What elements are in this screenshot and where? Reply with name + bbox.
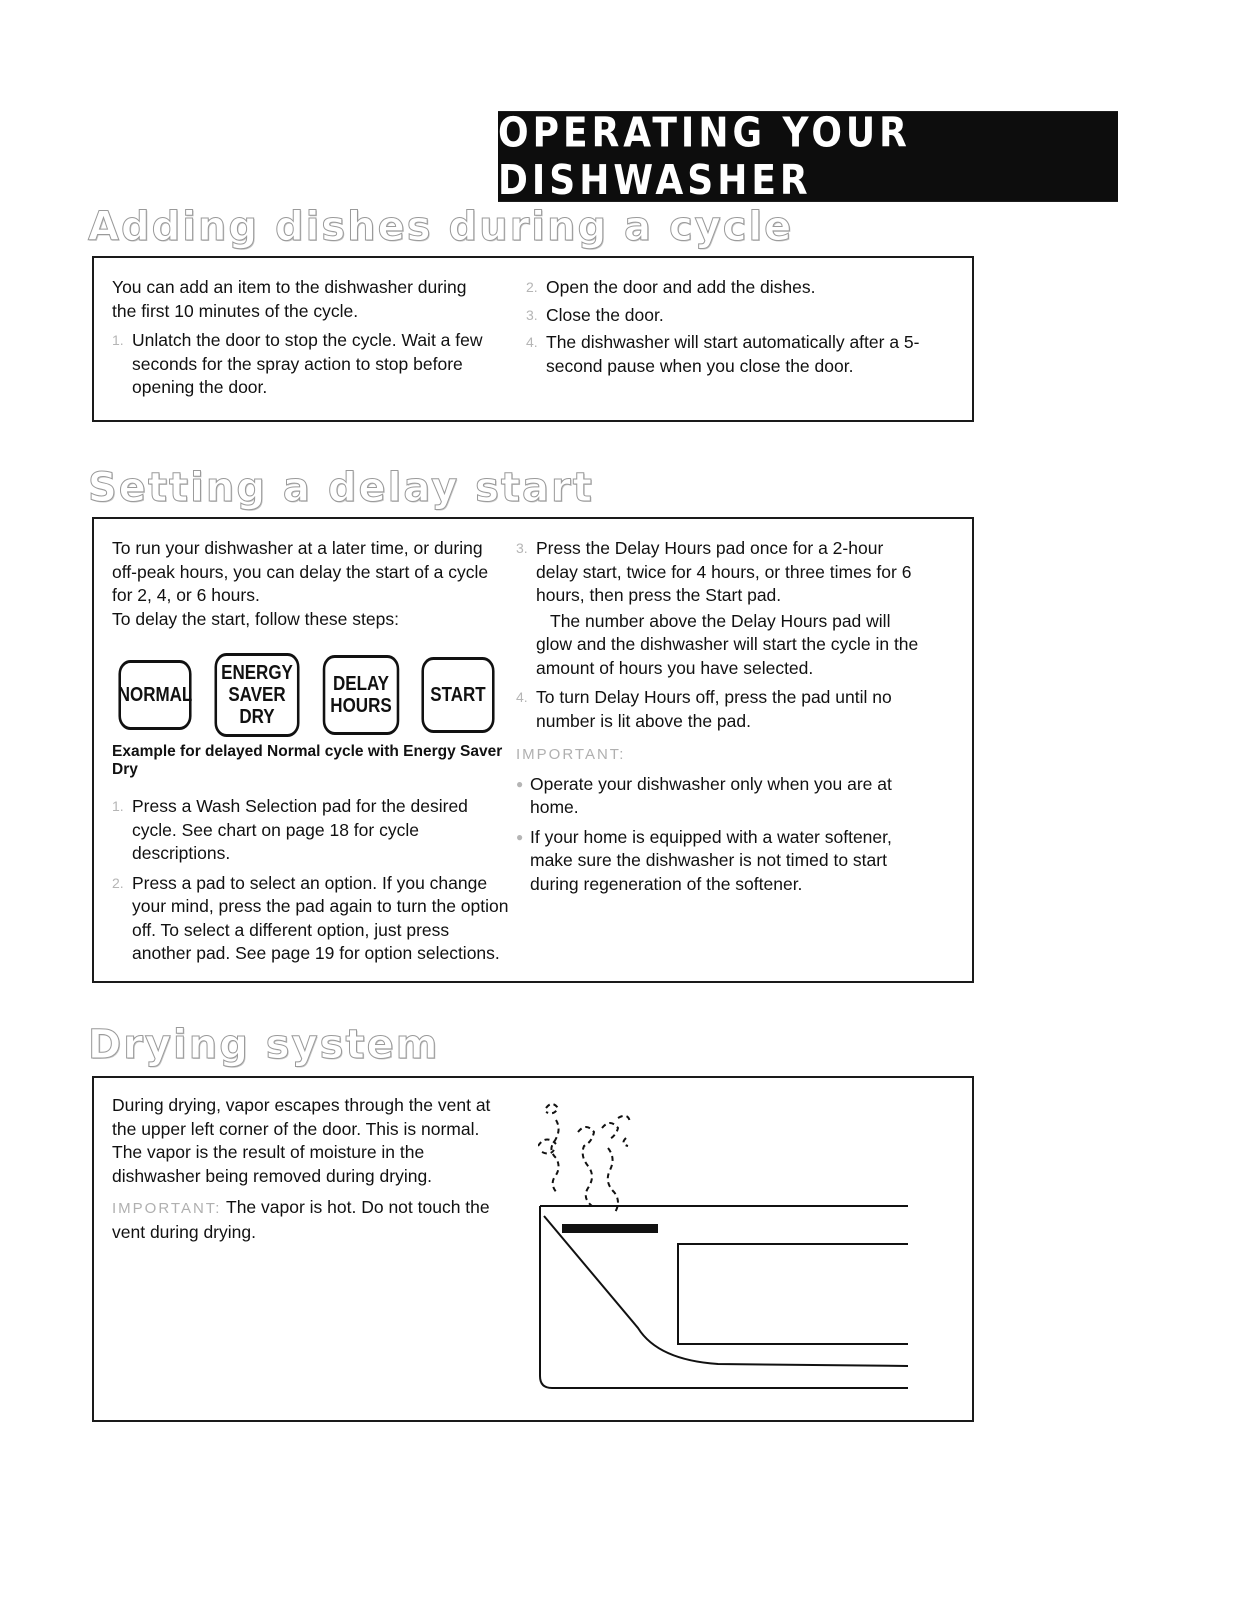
step-number: 1.	[112, 798, 124, 814]
delay-right-column	[516, 537, 926, 902]
drying-box	[92, 1076, 974, 1422]
section-title-adding: Adding dishes during a cycle	[88, 204, 794, 250]
control-pads	[112, 653, 512, 737]
bullet-icon: ●	[516, 829, 524, 844]
step-text: Unlatch the door to stop the cycle. Wait a few seconds for the spray action to stop before opening the door.	[132, 330, 483, 397]
step-text: Close the door.	[546, 304, 664, 325]
bullet-text: If your home is equipped with a water softener, make sure the dishwasher is not timed to start during regeneration of the softener.	[530, 826, 892, 894]
adding-intro: You can add an item to the dishwasher during the first 10 minutes of the cycle.	[112, 277, 467, 321]
step-number: 4.	[526, 334, 538, 350]
bullet-text: Operate your dishwasher only when you are at home.	[530, 773, 892, 817]
start-pad[interactable]: START	[421, 657, 494, 733]
important-bullet-2	[516, 826, 926, 897]
adding-step-1	[112, 329, 492, 400]
vent-vapor-illustration	[538, 1098, 918, 1418]
step-number: 1.	[112, 332, 124, 348]
adding-step-4	[526, 331, 936, 378]
pads-caption: Example for delayed Normal cycle with Energy Saver Dry	[112, 743, 503, 778]
vapor-icon	[538, 1104, 630, 1214]
important-label: IMPORTANT:	[112, 1200, 222, 1217]
delay-hours-pad[interactable]: DELAY HOURS	[323, 655, 400, 735]
bullet-icon: ●	[516, 776, 524, 791]
control-panel-outline	[678, 1244, 908, 1344]
adding-step-3	[526, 304, 936, 328]
drying-important	[112, 1196, 512, 1244]
adding-box	[92, 256, 974, 422]
section-title-delay: Setting a delay start	[88, 465, 594, 511]
step-text: To turn Delay Hours off, press the pad until no number is lit above the pad.	[536, 687, 892, 731]
delay-box	[92, 517, 974, 983]
adding-step-2	[526, 276, 936, 300]
section-title-drying: Drying system	[88, 1022, 440, 1068]
step-number: 3.	[516, 540, 528, 556]
vent-icon	[562, 1224, 658, 1233]
delay-step-4	[516, 686, 926, 733]
delay-left-column	[112, 537, 512, 972]
delay-intro-2: To delay the start, follow these steps:	[112, 608, 399, 629]
step-number: 2.	[526, 279, 538, 295]
step-text: Press a pad to select an option. If you change your mind, press the pad again to turn the option off. To select a different option, just press another pad. See page 19 for option selections.	[132, 872, 509, 963]
delay-step-1	[112, 795, 512, 866]
step-text: Press a Wash Selection pad for the desired cycle. See chart on page 18 for cycle descriptions.	[132, 796, 468, 863]
step-number: 2.	[112, 874, 124, 891]
drying-text-column	[112, 1094, 512, 1250]
dishwasher-outline	[540, 1206, 908, 1388]
step-number: 4.	[516, 689, 528, 705]
step-text: Open the door and add the dishes.	[546, 277, 816, 297]
important-bullet-1	[516, 773, 926, 820]
step-text: Press the Delay Hours pad once for a 2-hour delay start, twice for 4 hours, or three times for 6 hours, then press the Start pad.	[536, 538, 912, 605]
adding-right-column	[526, 276, 936, 384]
important-label: IMPORTANT:	[516, 746, 626, 763]
important-text: The vapor is hot. Do not touch the vent during drying.	[112, 1197, 490, 1242]
step-text: The dishwasher will start automatically after a 5-second pause when you close the door.	[546, 332, 920, 376]
delay-step-2	[112, 872, 512, 966]
adding-left-column	[112, 276, 492, 406]
delay-step-3	[516, 537, 926, 608]
page-banner: OPERATING YOUR DISHWASHER	[498, 111, 1118, 202]
drying-text: During drying, vapor escapes through the vent at the upper left corner of the door. This is normal. The vapor is the result of moisture in the dishwasher being removed during drying.	[112, 1095, 491, 1186]
normal-pad[interactable]: NORMAL	[118, 660, 191, 730]
delay-step-3-note: The number above the Delay Hours pad will glow and the dishwasher will start the cycle in the amount of hours you have selected.	[536, 610, 919, 678]
delay-intro: To run your dishwasher at a later time, or during off-peak hours, you can delay the start of a cycle for 2, 4, or 6 hours.	[112, 538, 489, 605]
step-number: 3.	[526, 306, 538, 323]
energy-saver-dry-pad[interactable]: ENERGY SAVER DRY	[215, 653, 300, 737]
